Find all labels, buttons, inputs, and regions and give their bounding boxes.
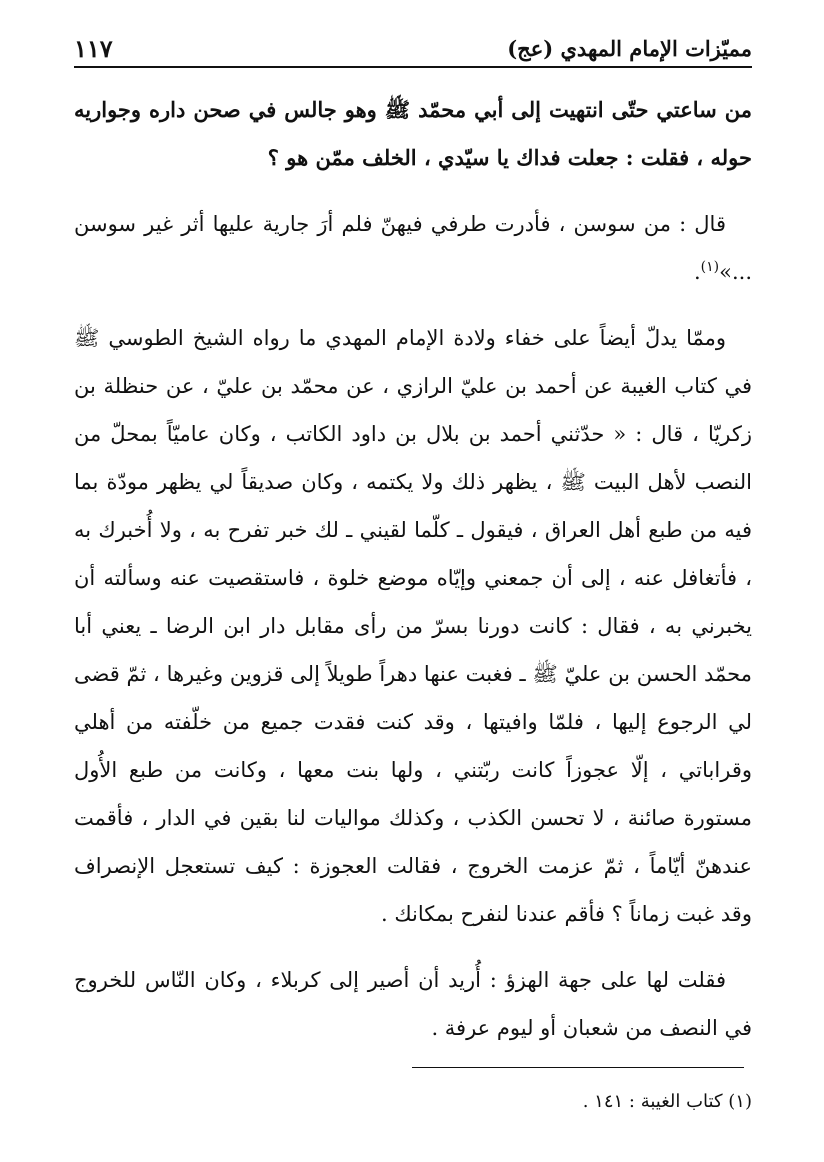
body-text xyxy=(74,86,752,1052)
running-title: مميّزات الإمام المهدي (عج) xyxy=(507,36,752,61)
page-header xyxy=(74,28,752,68)
paragraph-3: وممّا يدلّ أيضاً على خفاء ولادة الإمام المهدي ما رواه الشيخ الطوسي ﷺ في كتاب الغيبة عن أحمد بن عليّ الرازي ، عن محمّد بن عليّ ، عن حنظلة بن زكريّا ، قال : « حدّثني أحمد بن بلال بن داود الكاتب ، وكان عاميّاً بمحلّ من النصب لأهل البيت ﷺ ، يظهر ذلك ولا يكتمه ، وكان صديقاً لي يظهر مودّة بما فيه من طبع أهل العراق ، فيقول ـ كلّما لقيني ـ لك خبر تفرح به ، ولا أُخبرك به ، فأتغافل عنه ، إلى أن جمعني وإيّاه موضع خلوة ، فاستقصيت عنه وسألته أن يخبرني به ، فقال : كانت دورنا بسرّ من رأى مقابل دار ابن الرضا ـ يعني أبا محمّد الحسن بن عليّ ﷺ ـ فغبت عنها دهراً طويلاً إلى قزوين وغيرها ، ثمّ قضى لي الرجوع إليها ، فلمّا وافيتها ، وقد كنت فقدت جميع من خلّفته من أهلي وقراباتي ، إلّا عجوزاً كانت ربّتني ، ولها بنت معها ، وكانت من طبع الأُول مستورة صائنة ، لا تحسن الكذب ، وكذلك مواليات لنا بقين في الدار ، فأقمت عندهنّ أيّاماً ، ثمّ عزمت الخروج ، فقالت العجوزة : كيف تستعجل الإنصراف وقد غبت زماناً ؟ فأقم عندنا لنفرح بمكانك . xyxy=(74,326,752,926)
paragraph-2 xyxy=(74,200,752,296)
paragraph-2-end: . xyxy=(693,260,701,284)
footnote-divider xyxy=(412,1067,744,1068)
page-number: ١١٧ xyxy=(74,34,113,63)
footnote-ref: (١) xyxy=(700,259,720,275)
footnote xyxy=(74,1086,752,1118)
footnote-text: كتاب الغيبة : ١٤١ . xyxy=(582,1091,723,1112)
footnote-marker: (١) xyxy=(728,1091,752,1112)
paragraph-4: فقلت لها على جهة الهزؤ : أُريد أن أصير إلى كربلاء ، وكان النّاس للخروج في النصف من شعبان أو ليوم عرفة . xyxy=(74,968,752,1040)
paragraph-2-text: قال : من سوسن ، فأدرت طرفي فيهنّ فلم أرَ جارية عليها أثر غير سوسن ...» xyxy=(74,212,752,284)
paragraph-1: من ساعتي حتّى انتهيت إلى أبي محمّد ﷺ وهو جالس في صحن داره وجواريه حوله ، فقلت : جعلت فداك يا سيّدي ، الخلف ممّن هو ؟ xyxy=(74,97,752,170)
